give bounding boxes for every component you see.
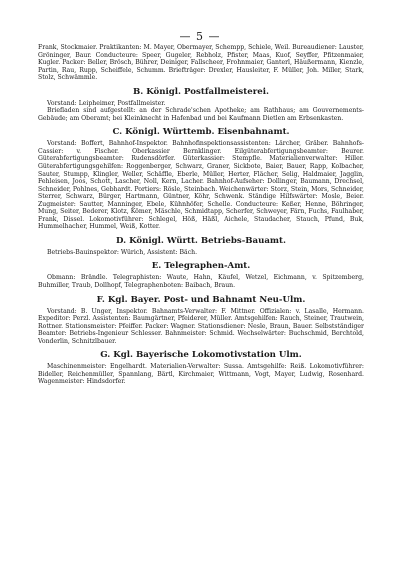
paragraph: Briefladen sind aufgestellt: an der Schrade'schen Apotheke; am Rathhaus; am Gouvernements-Gebäude; am Oberamt; bei Kleinknecht in Hafenbad und bei Kaufmann Dietlen am Erbsenkasten. <box>38 107 364 122</box>
section-heading: D. Königl. Württ. Betriebs-Bauamt. <box>116 235 286 246</box>
section-heading: E. Telegraphen-Amt. <box>151 261 251 272</box>
paragraph: Frank, Stockmaier. Praktikanten: M. Mayer, Obermayer, Schempp, Schiele, Weil. Bureaudiener: Lauster, Gröninger, Baur. Conducteure: Speer, Gugeler, Rebholz, Pfister, Maas, Kuof, Seyffer, Pfitzenmaier, Kugler. Packer: Beller, Brösch, Bührer, Deiniger, Fallscheer, Frohnmaier, Ganterl, Häußermann, Kienzle, Partin, Rau, Rupp, Scheiffele, Schumm. Briefträger: Drexler, Hausleiter, F. Müller, Joh. Miller, Stark, Stolz, Schwämmle. <box>38 44 364 82</box>
paragraph: Betriebs-Bauinspektor: Würich, Assistent: Bäch. <box>47 248 198 256</box>
paragraph: Vorstand: B. Unger, Inspektor. Bahnamts-Verwalter: F. Mittner. Offizialen: v. Lasalle, Hermann. Expeditor: Perzl. Assistenten: Baumgärtner, Pfeiderer, Müller. Amtsgehilfen: Rauch, Steiner, Trautwein, Rottner. Stationsmeister: Pfeiffer. Packer: Wagner. Stationsdiener: Nesle, Braun, Bauer. Selbstständiger Beamter: Betriebs-Ingenieur Schlesser. Bahnmeister: Schmid. Wechselwärter: Buchschmid, Berchtold, Vonderlin, Schnitzlbauer. <box>38 307 364 345</box>
document-body <box>38 44 364 386</box>
page-number: — 5 — <box>179 30 221 43</box>
paragraph: Vorstand: Leipheimer, Postfallmeister. <box>47 99 166 107</box>
paragraph: Vorstand: Boffert, Bahnhof-Inspektor. Bahnhofinspektionsassistenten: Lärcher, Gräber. Bahnhofs-Cassier: v. Fischer. Oberkassier Bernklinger. Eilgüterabfertigungsbeamter: Beurer. Güterabfertigungsbeamter: Rudensdörfer. Güterkassier: Stempfle. Materialienverwalter: Hiller. Güterabfertigungsgehilfen: Roggenberger, Schwarz, Graner, Sickbote, Baier, Bauer, Rapp, Kolbacher, Sauter, Stumpp, Klingler, Weller, Schäffle, Eberle, Müller, Herter, Flächer, Selig, Haldmaier, Jagglin, Fehleisen, Joos, Schott, Lascher, Noll, Kern, Lacher. Bahnhof-Aufseher: Dollinger, Baumann, Drechsel, Schneider, Pohlnes, Gebhardt. Portiers: Rösle, Steinbach. Weichenwärter: Storz, Stein, Mors, Schneider, Sterrer, Schwarz, Bürger, Hartmann, Güntner, Köhr, Schwenk. Ständige Hilfswärter: Mosle, Beier. Zugmeister: Sautter, Manninger, Ebele, Kühnhöfer, Schelle. Conducteure: Keßer, Henne, Böhringer, Mung, Seiter, Bederer, Klotz, Kömer, Mäschle, Schmidtapp, Scherfer, Schweyer, Färn, Fuchs, Faulhaber, Frank, Dissel. Lokomotivführer: Schlegel, Höß, Häßl, Aichele, Staudacher, Stauch, Pfund, Buk, Hummelhacher, Hummel, Weiß, Kotter. <box>38 140 364 231</box>
section-heading: G. Kgl. Bayerische Lokomotivstation Ulm. <box>100 350 302 361</box>
section-heading: F. Kgl. Bayer. Post- und Bahnamt Neu-Ulm. <box>96 294 306 305</box>
paragraph: Obmann: Brändle. Telegraphisten: Waute, Hahn, Käufel, Wetzel, Eichmann, v. Spitzemberg, Buhmiller, Traub, Dollhopf, Telegraphenboten: Baibach, Braun. <box>38 274 364 290</box>
section-heading: B. Königl. Postfallmeisterei. <box>133 86 269 97</box>
paragraph: Maschinenmeister: Engelhardt. Materialien-Verwalter: Sussa. Amtsgehilfe: Reiß. Lokomotivführer: Bideller, Reichenmüller, Spannlang, Bärtl, Kirchmaier, Wittmann, Vogt, Mayer, Ludwig, Rosenhard. Wagenmeister: Hindsdorfer. <box>38 363 364 386</box>
section-heading: C. Königl. Württemb. Eisenbahnamt. <box>112 127 290 138</box>
